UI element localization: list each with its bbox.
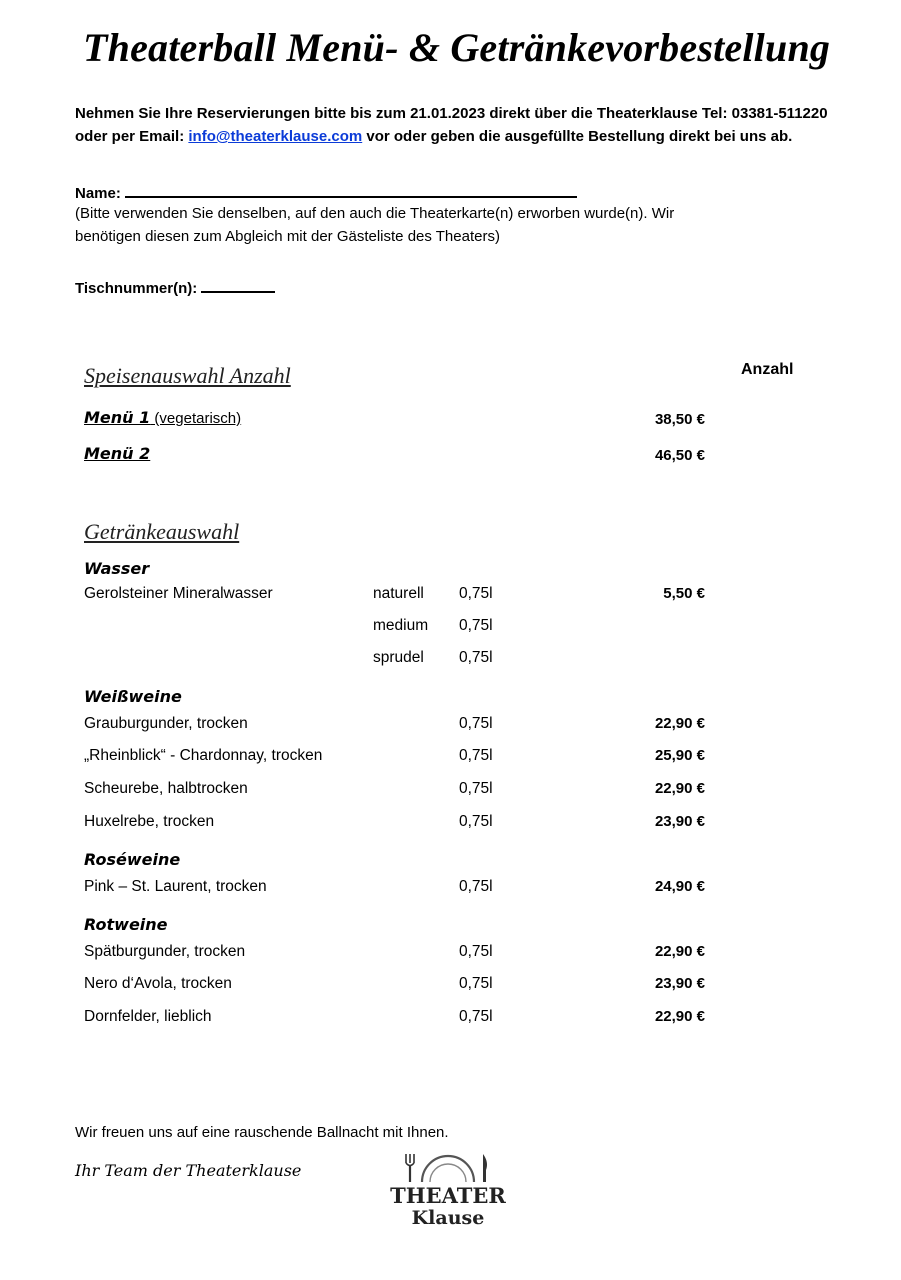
water-size: 0,75l — [459, 585, 493, 602]
page-title: Theaterball Menü- & Getränkevorbestellung — [83, 25, 831, 70]
intro-line-2-prefix: oder per Email: — [75, 128, 189, 145]
drink-price: 23,90 € — [654, 975, 705, 992]
water-size: 0,75l — [459, 617, 493, 634]
drink-size: 0,75l — [459, 780, 493, 797]
drink-name: Spätburgunder, trocken — [84, 943, 246, 960]
drink-name: Grauburgunder, trocken — [84, 715, 248, 732]
drink-size: 0,75l — [459, 975, 493, 992]
intro-line-2 — [75, 128, 792, 145]
theaterklause-logo — [386, 1150, 510, 1230]
water-size: 0,75l — [459, 649, 493, 666]
logo-text-klause: Klause — [411, 1207, 485, 1229]
intro-line-2-suffix: vor oder geben die ausgefüllte Bestellung direkt bei uns ab. — [362, 128, 793, 145]
drink-price: 25,90 € — [654, 747, 705, 764]
drinks-section-heading: Getränkeauswahl — [84, 519, 240, 544]
closing-text: Wir freuen uns auf eine rauschende Ballnacht mit Ihnen. — [75, 1124, 449, 1141]
water-type: medium — [373, 617, 429, 634]
food-section-heading: Speisenauswahl Anzahl — [84, 363, 291, 388]
drink-name: Dornfelder, lieblich — [84, 1008, 212, 1025]
menu-1-price: 38,50 € — [654, 411, 705, 428]
name-input-line[interactable] — [125, 181, 577, 198]
email-link[interactable]: info@theaterklause.com — [188, 128, 363, 145]
drink-size: 0,75l — [459, 943, 493, 960]
drink-name: Scheurebe, halbtrocken — [84, 780, 248, 797]
menu-1-name: Menü 1 — [84, 408, 151, 427]
drink-name: Pink – St. Laurent, trocken — [84, 878, 267, 895]
drink-size: 0,75l — [459, 1008, 493, 1025]
name-field — [75, 181, 577, 202]
menu-1-note: (vegetarisch) — [150, 410, 242, 427]
menu-2-price: 46,50 € — [654, 447, 705, 464]
drink-size: 0,75l — [459, 747, 493, 764]
menu-2-label — [84, 444, 150, 464]
cutlery-plate-icon — [386, 1150, 510, 1230]
intro-line-1: Nehmen Sie Ihre Reservierungen bitte bis zum 21.01.2023 direkt über die Theaterklause Tel: 03381-511220 — [75, 105, 828, 122]
drink-name: „Rheinblick“ - Chardonnay, trocken — [84, 747, 323, 764]
drink-size: 0,75l — [459, 878, 493, 895]
table-number-field — [75, 276, 275, 297]
red-wine-category: Rotweine — [84, 915, 168, 934]
drink-price: 23,90 € — [654, 813, 705, 830]
water-name: Gerolsteiner Mineralwasser — [84, 585, 273, 602]
drink-price: 22,90 € — [654, 1008, 705, 1025]
name-note-2: benötigen diesen zum Abgleich mit der Gästeliste des Theaters) — [75, 228, 500, 245]
water-category: Wasser — [84, 559, 150, 578]
drink-price: 22,90 € — [654, 780, 705, 797]
name-label: Name: — [75, 185, 121, 202]
name-note-1: (Bitte verwenden Sie denselben, auf den auch die Theaterkarte(n) erworben wurde(n). Wir — [75, 205, 675, 222]
water-type: sprudel — [373, 649, 424, 666]
drink-name: Huxelrebe, trocken — [84, 813, 215, 830]
table-number-label: Tischnummer(n): — [75, 280, 198, 297]
water-price: 5,50 € — [663, 585, 705, 602]
table-number-input-line[interactable] — [201, 276, 275, 293]
anzahl-column-label: Anzahl — [741, 361, 794, 378]
menu-1-label — [84, 408, 241, 428]
menu-2-name: Menü 2 — [84, 444, 151, 463]
white-wine-category: Weißweine — [84, 687, 182, 706]
signature: Ihr Team der Theaterklause — [75, 1161, 302, 1180]
logo-text-theater: THEATER — [390, 1183, 506, 1208]
drink-name: Nero d‘Avola, trocken — [84, 975, 232, 992]
drink-size: 0,75l — [459, 715, 493, 732]
drink-size: 0,75l — [459, 813, 493, 830]
water-type: naturell — [373, 585, 424, 602]
rose-wine-category: Roséweine — [84, 850, 181, 869]
drink-price: 22,90 € — [654, 715, 705, 732]
drink-price: 22,90 € — [654, 943, 705, 960]
drink-price: 24,90 € — [654, 878, 705, 895]
